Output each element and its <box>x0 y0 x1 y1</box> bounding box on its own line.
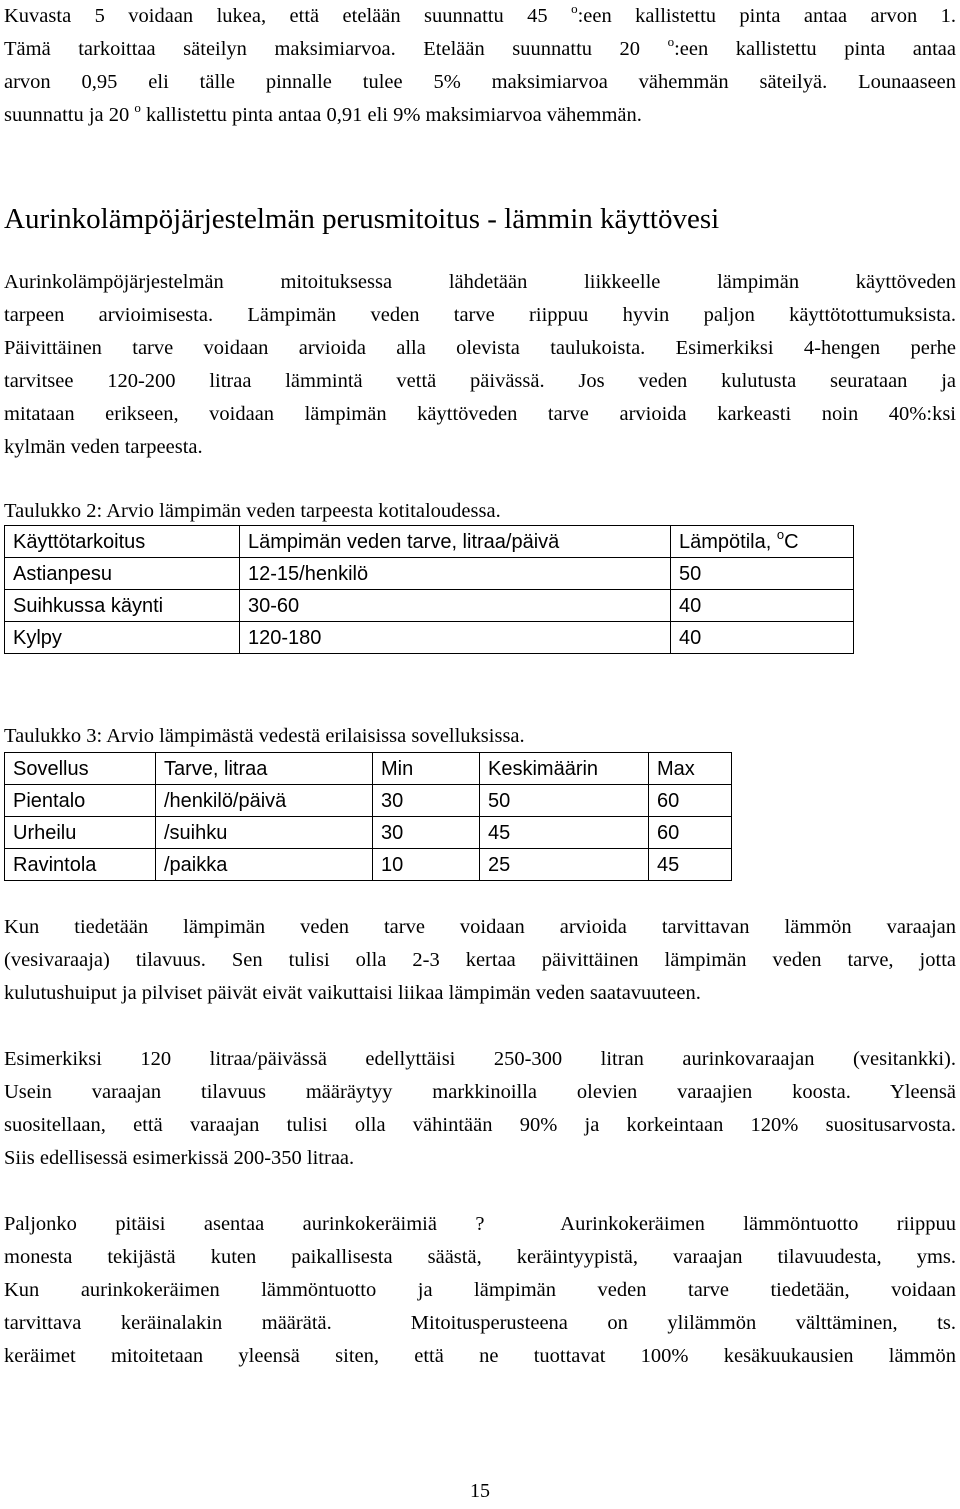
header-cell: Käyttötarkoitus <box>5 526 240 558</box>
table-cell: 60 <box>649 817 732 849</box>
table-cell: 60 <box>649 785 732 817</box>
intro-line-4: suunnattu ja 20 $^o$ kallistettu pinta antaa 0,91 eli 9% maksimiarvoa vähemmän. <box>4 100 642 126</box>
paragraph-line: Siis edellisessä esimerkissä 200-350 litraa. <box>4 1147 355 1169</box>
header-cell: Lämpimän veden tarve, litraa/päivä <box>240 526 671 558</box>
table-cell: 25 <box>480 849 649 881</box>
paragraph-line: (vesivaraaja) tilavuus. Sen tulisi olla 2-3 kertaa päivittäinen lämpimän veden tarve, jotta <box>4 949 956 971</box>
table-cell: /henkilö/päivä <box>156 785 373 817</box>
paragraph-line: Esimerkiksi 120 litraa/päivässä edellyttäisi 250-300 litran aurinkovaraajan (vesitankki). <box>4 1048 956 1070</box>
table-row <box>5 817 732 849</box>
table-cell: Kylpy <box>5 622 240 654</box>
table-cell: /suihku <box>156 817 373 849</box>
table-2-caption: Taulukko 2: Arvio lämpimän veden tarpeesta kotitaloudessa. <box>4 500 501 522</box>
paragraph-line: Usein varaajan tilavuus määräytyy markkinoilla olevien varaajien koosta. Yleensä <box>4 1081 956 1103</box>
table-cell: 30-60 <box>240 590 671 622</box>
intro-line-1: Kuvasta 5 voidaan lukea, että etelään suunnattu 45 $^o$:een kallistettu pinta antaa arvon 1. <box>4 1 956 27</box>
table-header-row <box>5 753 732 785</box>
body-paragraph-3 <box>4 1043 956 1175</box>
table-cell: /paikka <box>156 849 373 881</box>
header-cell: Max <box>649 753 732 785</box>
table-cell: 45 <box>480 817 649 849</box>
paragraph-line: Aurinkolämpöjärjestelmän mitoituksessa lähdetään liikkeelle lämpimän käyttöveden <box>4 271 956 293</box>
header-cell: Lämpötila, $^o$C <box>671 526 854 558</box>
paragraph-line: mitataan erikseen, voidaan lämpimän käyttöveden tarve arvioida karkeasti noin 40%:ksi <box>4 403 956 425</box>
paragraph-line: keräimet mitoitetaan yleensä siten, että ne tuottavat 100% kesäkuukausien lämmön <box>4 1345 956 1367</box>
table-3-caption: Taulukko 3: Arvio lämpimästä vedestä erilaisissa sovelluksissa. <box>4 725 525 747</box>
table-cell: Astianpesu <box>5 558 240 590</box>
header-cell: Keskimäärin <box>480 753 649 785</box>
table-cell: Ravintola <box>5 849 156 881</box>
paragraph-line: tarpeen arvioimisesta. Lämpimän veden tarve riippuu hyvin paljon käyttötottumuksista. <box>4 304 956 326</box>
table-cell: 45 <box>649 849 732 881</box>
paragraph-line: kulutushuiput ja pilviset päivät eivät vaikuttaisi liikaa lämpimän veden saatavuuteen. <box>4 982 701 1004</box>
header-cell: Sovellus <box>5 753 156 785</box>
table-cell: 50 <box>480 785 649 817</box>
table-cell: 40 <box>671 590 854 622</box>
table-cell: 30 <box>373 785 480 817</box>
hot-water-applications-table <box>4 752 732 881</box>
paragraph-line: Kun aurinkokeräimen lämmöntuotto ja lämpimän veden tarve tiedetään, voidaan <box>4 1279 956 1301</box>
body-paragraph-2 <box>4 911 956 1010</box>
paragraph-line: Kun tiedetään lämpimän veden tarve voidaan arvioida tarvittavan lämmön varaajan <box>4 916 956 938</box>
paragraph-line: suositellaan, että varaajan tulisi olla vähintään 90% ja korkeintaan 120% suositusarvosta. <box>4 1114 956 1136</box>
paragraph-line: tarvittava keräinalakin määrätä. Mitoitusperusteena on ylilämmön välttäminen, ts. <box>4 1312 956 1334</box>
paragraph-line: tarvitsee 120-200 litraa lämmintä vettä päivässä. Jos veden kulutusta seurataan ja <box>4 370 956 392</box>
intro-line-2: Tämä tarkoittaa säteilyn maksimiarvoa. Etelään suunnattu 20 $^o$:een kallistettu pinta antaa <box>4 34 956 60</box>
table-cell: 50 <box>671 558 854 590</box>
table-row <box>5 849 732 881</box>
table-header-row <box>5 526 854 558</box>
table-cell: 10 <box>373 849 480 881</box>
header-cell: Min <box>373 753 480 785</box>
paragraph-line: Päivittäinen tarve voidaan arvioida alla olevista taulukoista. Esimerkiksi 4-hengen perhe <box>4 337 956 359</box>
table-cell: 120-180 <box>240 622 671 654</box>
paragraph-line: kylmän veden tarpeesta. <box>4 436 203 458</box>
section-heading: Aurinkolämpöjärjestelmän perusmitoitus - lämmin käyttövesi <box>4 203 720 235</box>
table-cell: 30 <box>373 817 480 849</box>
table-row <box>5 785 732 817</box>
header-cell: Tarve, litraa <box>156 753 373 785</box>
table-cell: Suihkussa käynti <box>5 590 240 622</box>
table-row <box>5 622 854 654</box>
table-cell: 12-15/henkilö <box>240 558 671 590</box>
body-paragraph-4 <box>4 1208 956 1373</box>
table-row <box>5 590 854 622</box>
paragraph-line: Paljonko pitäisi asentaa aurinkokeräimiä ? Aurinkokeräimen lämmöntuotto riippuu <box>4 1213 956 1235</box>
table-cell: Pientalo <box>5 785 156 817</box>
table-cell: Urheilu <box>5 817 156 849</box>
intro-paragraph <box>4 0 956 132</box>
intro-line-3: arvon 0,95 eli tälle pinnalle tulee 5% maksimiarvoa vähemmän säteilyä. Lounaaseen <box>4 71 956 93</box>
paragraph-line: monesta tekijästä kuten paikallisesta säästä, keräintyypistä, varaajan tilavuudesta, yms. <box>4 1246 956 1268</box>
table-cell: 40 <box>671 622 854 654</box>
page-number: 15 <box>470 1480 490 1502</box>
body-paragraph-1 <box>4 266 956 464</box>
hot-water-household-table <box>4 525 854 654</box>
table-row <box>5 558 854 590</box>
